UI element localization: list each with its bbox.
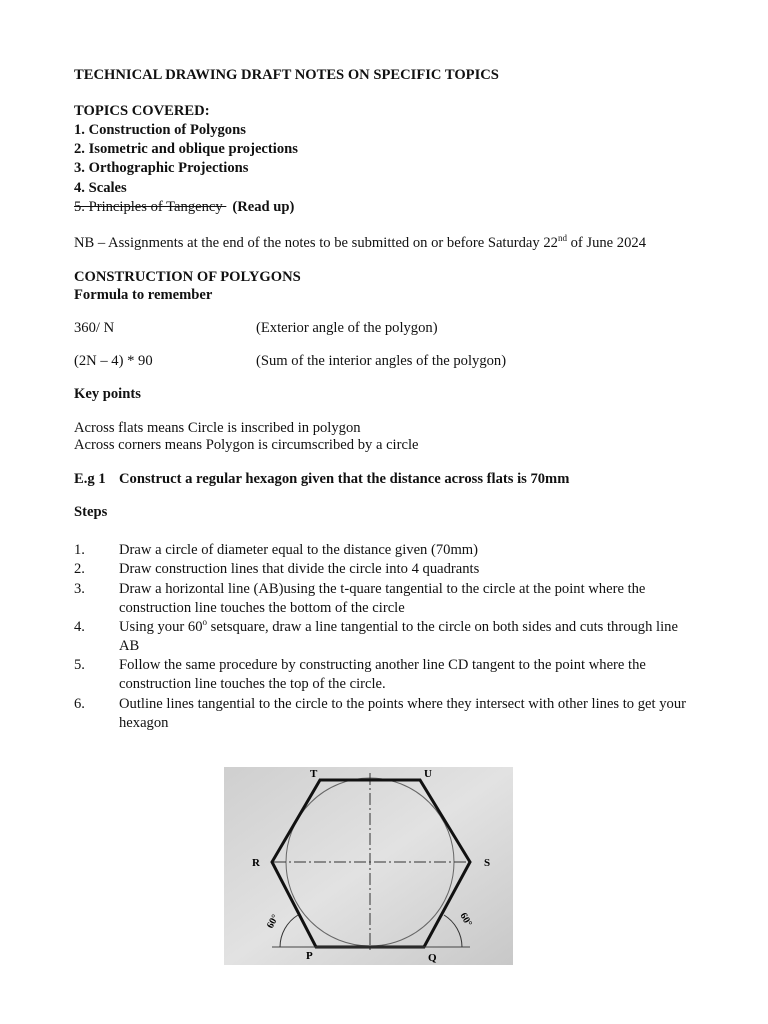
formula-expr: 360/ N xyxy=(74,320,115,336)
step-number: 5. xyxy=(74,657,85,673)
step-number: 4. xyxy=(74,619,85,635)
formula-desc: (Exterior angle of the polygon) xyxy=(256,320,438,336)
nb-text: NB – Assignments at the end of the notes to be submitted on or before Saturday 22 xyxy=(74,235,558,251)
label-t: T xyxy=(310,768,318,780)
formula-row xyxy=(74,319,694,338)
step-number: 6. xyxy=(74,696,85,712)
label-q: Q xyxy=(428,952,437,964)
degree-sup: o xyxy=(202,617,208,627)
key-point: Across corners means Polygon is circumscribed by a circle xyxy=(74,437,419,453)
nb-sup: nd xyxy=(557,233,567,243)
formula-expr: (2N – 4) * 90 xyxy=(74,353,153,369)
nb-text-end: of June 2024 xyxy=(566,235,646,251)
topic-item-struck xyxy=(74,198,294,217)
key-points-heading: Key points xyxy=(74,386,141,402)
key-point: Across flats means Circle is inscribed in polygon xyxy=(74,420,361,436)
formula-heading: Formula to remember xyxy=(74,287,213,303)
angle-label-right: 60° xyxy=(457,911,474,929)
step-text: Outline lines tangential to the circle to the points where they intersect with other lines to get your hexagon xyxy=(119,696,686,731)
hexagon-drawing xyxy=(224,767,513,965)
step-number: 2. xyxy=(74,561,85,577)
step-text-part: setsquare, draw a line tangential to the circle on both sides and cuts through line AB xyxy=(119,619,678,654)
nb-note xyxy=(74,234,646,253)
paper-background xyxy=(224,767,513,965)
step-text: Draw a horizontal line (AB)using the t-quare tangential to the circle at the point where the construction line touches the bottom of the circle xyxy=(119,581,646,616)
step-text: Draw a circle of diameter equal to the distance given (70mm) xyxy=(119,542,479,558)
steps-heading: Steps xyxy=(74,504,108,520)
hexagon-construction-figure xyxy=(224,767,513,965)
label-s: S xyxy=(484,857,491,869)
document-title: TECHNICAL DRAWING DRAFT NOTES ON SPECIFIC TOPICS xyxy=(74,67,499,83)
step-text-part: Using your 60 xyxy=(119,619,203,635)
section-heading: CONSTRUCTION OF POLYGONS xyxy=(74,269,301,285)
topic-item: 2. Isometric and oblique projections xyxy=(74,141,298,157)
read-up-note: (Read up) xyxy=(232,199,295,215)
step-text: Follow the same procedure by constructing another line CD tangent to the point where the construction line touches the top of the circle. xyxy=(119,657,646,692)
formula-desc: (Sum of the interior angles of the polygon) xyxy=(256,353,507,369)
example-label: E.g 1 xyxy=(74,471,106,487)
example-text: Construct a regular hexagon given that the distance across flats is 70mm xyxy=(119,471,570,487)
struck-topic: 5. Principles of Tangency xyxy=(74,199,227,215)
step-text: Draw construction lines that divide the circle into 4 quadrants xyxy=(119,561,480,577)
label-p: P xyxy=(306,950,313,962)
label-r: R xyxy=(252,857,260,869)
topic-item: 1. Construction of Polygons xyxy=(74,122,246,138)
example-line xyxy=(74,470,694,489)
formula-row xyxy=(74,352,694,371)
step-number: 1. xyxy=(74,542,85,558)
angle-label-left: 60° xyxy=(264,912,282,931)
label-u: U xyxy=(424,768,432,780)
topic-item: 3. Orthographic Projections xyxy=(74,160,249,176)
topics-heading: TOPICS COVERED: xyxy=(74,103,210,119)
topic-item: 4. Scales xyxy=(74,180,127,196)
step-number: 3. xyxy=(74,581,85,597)
step-text xyxy=(119,618,694,656)
